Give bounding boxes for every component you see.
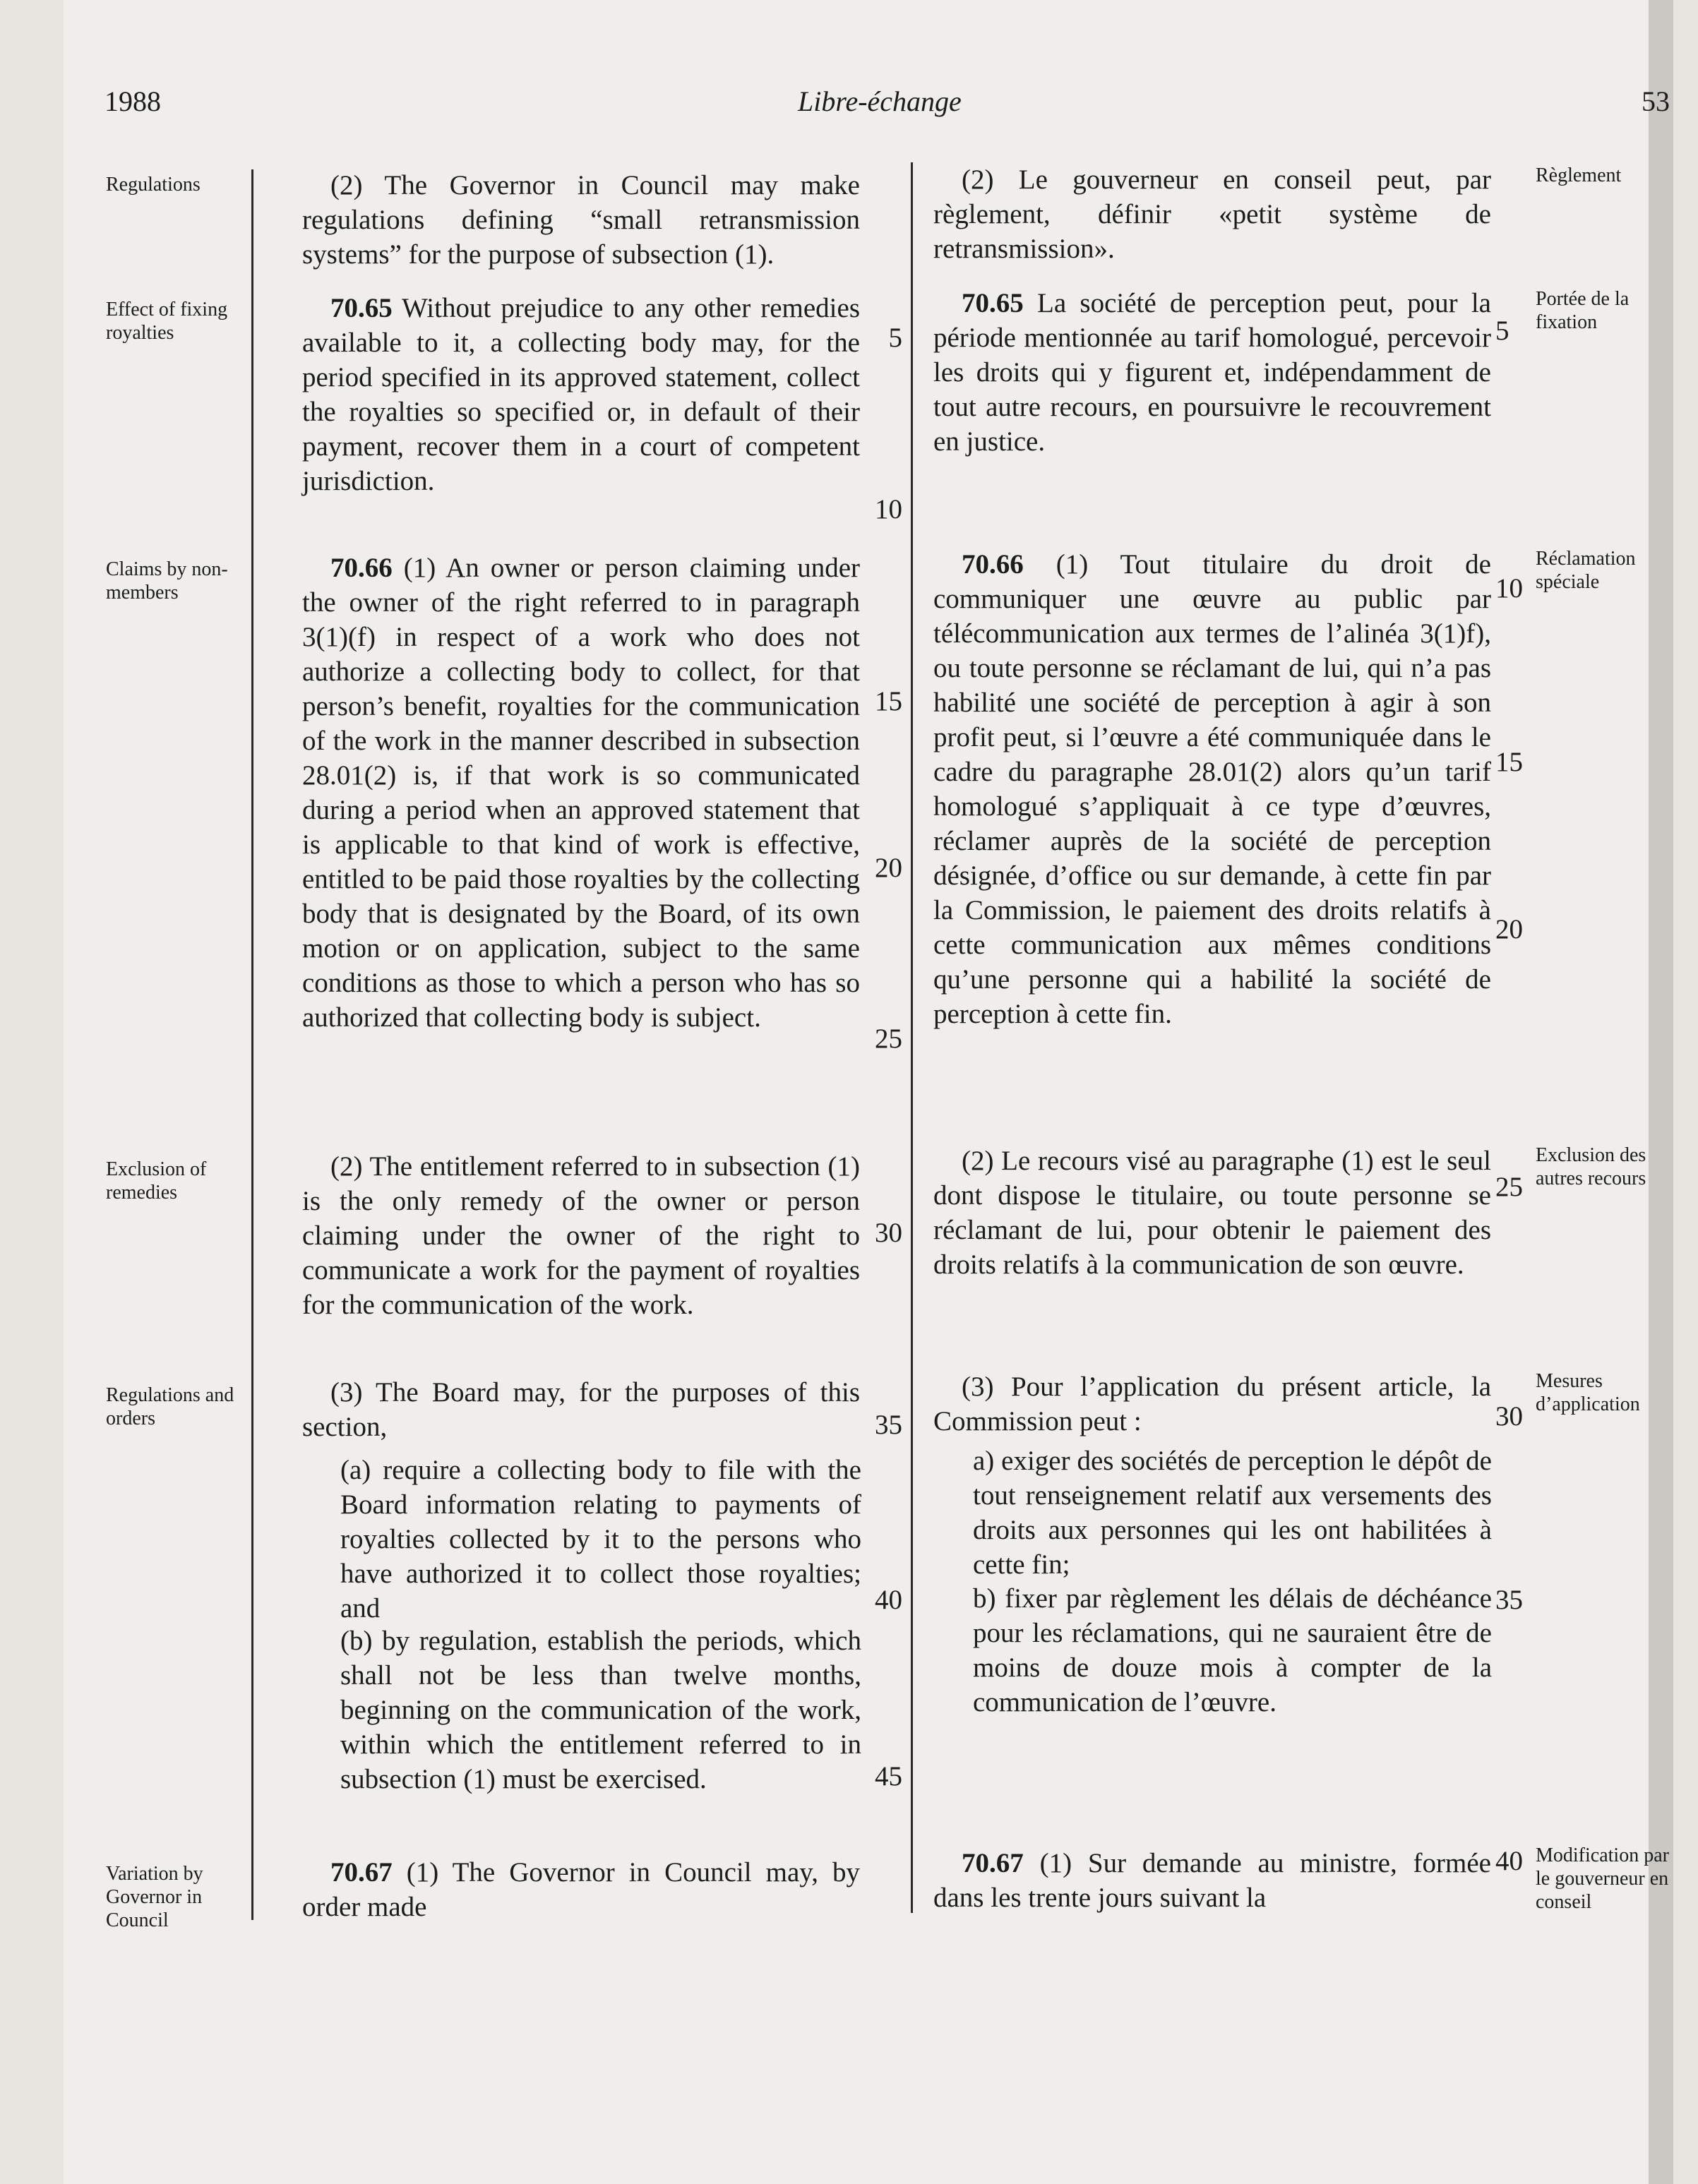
fr-line-number: 40 bbox=[1495, 1846, 1523, 1876]
fr-line-number: 5 bbox=[1495, 316, 1509, 346]
margin-note-exclusion-des-autres-recours: Exclusion des autres recours bbox=[1536, 1144, 1646, 1189]
en-paragraph-a: (a) require a collecting body to file with the Board information relating to payments of royalties collected by it to the persons who have authorized it to collect those royalties; and bbox=[340, 1455, 861, 1624]
fr-section-text: La société de perception peut, pour la période mentionnée au tarif homologué, percevoir les droits qui y figurent et, indépendamment de tout autre recours, en poursuivre le recouvrement en justice. bbox=[933, 288, 1491, 457]
header-year: 1988 bbox=[104, 85, 161, 117]
fr-line-number: 15 bbox=[1495, 747, 1523, 777]
fr-paragraph-a: a) exiger des sociétés de perception le dépôt de tout renseignement relatif aux versements des droits aux personnes qui les ont habilitées à cette fin; bbox=[973, 1446, 1492, 1580]
fr-paragraph-b: b) fixer par règlement les délais de déchéance pour les réclamations, qui ne sauraient être de moins de douze mois à compter de la communication de l’œuvre. bbox=[973, 1583, 1492, 1717]
fr-line-number: 30 bbox=[1495, 1401, 1523, 1432]
margin-note-exclusion-of-remedies: Exclusion of remedies bbox=[106, 1158, 207, 1204]
en-line-number: 5 bbox=[888, 323, 902, 353]
en-line-number: 25 bbox=[875, 1024, 902, 1054]
fr-section-70-67 bbox=[933, 1846, 1491, 1915]
page-number: 53 bbox=[1642, 85, 1670, 117]
margin-note-regulations-and-orders: Regulations and orders bbox=[106, 1384, 234, 1429]
en-section-70-66 bbox=[302, 551, 860, 1035]
fr-section-number: 70.65 bbox=[962, 288, 1024, 318]
en-section-text: (1) The Governor in Council may, by order made bbox=[302, 1857, 860, 1922]
margin-note-reclamation-speciale: Réclamation spéciale bbox=[1536, 548, 1636, 593]
fr-section-number: 70.66 bbox=[962, 549, 1024, 580]
header-title: Libre-échange bbox=[798, 85, 962, 117]
margin-note-reglement: Règlement bbox=[1536, 164, 1622, 186]
margin-note-portee-de-la-fixation: Portée de la fixation bbox=[1536, 288, 1630, 333]
fr-subsection-2-exclusion: (2) Le recours visé au paragraphe (1) est le seul dont dispose le titulaire, ou toute personne se réclamant de lui, pour obtenir le paiement des droits relatifs à la communication de son œuvre. bbox=[933, 1146, 1491, 1280]
fr-section-70-65 bbox=[933, 286, 1491, 459]
en-line-number: 45 bbox=[875, 1761, 902, 1792]
en-section-number: 70.65 bbox=[330, 293, 393, 323]
margin-note-claims-by-non-members: Claims by non-members bbox=[106, 558, 228, 604]
margin-note-modification-par-le-gouverneur: Modification par le gouverneur en conseil bbox=[1536, 1844, 1669, 1913]
margin-note-variation-by-governor: Variation by Governor in Council bbox=[106, 1863, 203, 1931]
en-line-number: 20 bbox=[875, 853, 902, 883]
fr-section-text: (1) Sur demande au ministre, formée dans les trente jours suivant la bbox=[933, 1848, 1491, 1913]
fr-section-70-66 bbox=[933, 547, 1491, 1031]
en-subsection-3-board: (3) The Board may, for the purposes of this section, bbox=[302, 1377, 860, 1442]
center-column-rule bbox=[911, 162, 913, 1913]
fr-line-number: 35 bbox=[1495, 1585, 1523, 1615]
en-section-text: (1) An owner or person claiming under the owner of the right referred to in paragraph 3(1)(f) in respect of a work who does not authorize a collecting body to collect, for that person’s benefit, royalties for the communication of the work in the manner described in subsection 28.01(2) is, if that work is so communicated during a period when an approved statement that is applicable to that kind of work is effective, entitled to be paid those royalties by the collecting body that is designated by the Board, of its own motion or on application, subject to the same conditions as those to which a person who has so authorized that collecting body is subject. bbox=[302, 553, 860, 1033]
en-line-number: 30 bbox=[875, 1218, 902, 1248]
en-line-number: 40 bbox=[875, 1585, 902, 1615]
fr-subsection-3-commission: (3) Pour l’application du présent article, la Commission peut : bbox=[933, 1372, 1491, 1436]
fr-line-number: 25 bbox=[1495, 1172, 1523, 1202]
fr-section-number: 70.67 bbox=[962, 1848, 1024, 1878]
fr-line-number: 10 bbox=[1495, 573, 1523, 604]
fr-subsection-2-reglement: (2) Le gouverneur en conseil peut, par règlement, définir «petit système de retransmission». bbox=[933, 164, 1491, 264]
en-section-number: 70.66 bbox=[330, 553, 393, 583]
fr-section-text: (1) Tout titulaire du droit de communiquer une œuvre au public par télécommunication aux termes de l’alinéa 3(1)f), ou toute personne se réclamant de lui, qui n’a pas habilité une société de perception à agir à son profit peut, si l’œuvre a été communiquée dans le cadre du paragraphe 28.01(2) alors qu’un tarif homologué s’appliquait à ce type d’œuvres, réclamer auprès de la société de perception désignée, d’office ou sur demande, à cette fin par la Commission, le paiement des droits relatifs à cette communication aux mêmes conditions qu’une personne qui a habilité la société de perception à cette fin. bbox=[933, 549, 1491, 1029]
margin-note-effect-of-fixing-royalties: Effect of fixing royalties bbox=[106, 299, 228, 344]
en-section-70-67 bbox=[302, 1855, 860, 1924]
margin-note-mesures-d-application: Mesures d’application bbox=[1536, 1370, 1640, 1415]
en-line-number: 15 bbox=[875, 686, 902, 716]
margin-note-regulations: Regulations bbox=[106, 174, 201, 196]
en-paragraph-b: (b) by regulation, establish the periods, which shall not be less than twelve months, beginning on the communication of the work, within which the entitlement referred to in subsection (1) must be exercised. bbox=[340, 1626, 861, 1794]
en-subsection-2-exclusion: (2) The entitlement referred to in subsection (1) is the only remedy of the owner or person claiming under the owner of the right to communicate a work for the payment of royalties for the communication of the work. bbox=[302, 1151, 860, 1320]
en-line-number: 10 bbox=[875, 494, 902, 524]
en-section-70-65 bbox=[302, 291, 860, 498]
en-line-number: 35 bbox=[875, 1410, 902, 1440]
en-section-number: 70.67 bbox=[330, 1857, 393, 1888]
en-section-text: Without prejudice to any other remedies available to it, a collecting body may, for the period specified in its approved statement, collect the royalties so specified or, in default of their payment, recover them in a court of competent jurisdiction. bbox=[302, 293, 860, 496]
en-subsection-2-regulations: (2) The Governor in Council may make regulations defining “small retransmission systems” for the purpose of subsection (1). bbox=[302, 170, 860, 270]
fr-line-number: 20 bbox=[1495, 914, 1523, 944]
left-margin-rule bbox=[251, 169, 253, 1920]
